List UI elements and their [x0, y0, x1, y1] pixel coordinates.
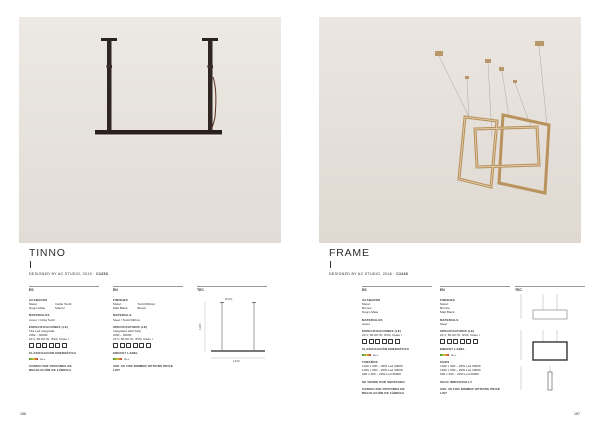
ce-icon	[126, 343, 131, 348]
ip20-icon	[362, 339, 367, 344]
dimmable-icon	[369, 339, 374, 344]
materials-value: Acero / Cinta Textil	[29, 317, 55, 322]
size-line: 1400 x 600 – 26W Led 3000K	[362, 364, 403, 369]
finish-metal: Metal: Matt Black	[113, 302, 128, 311]
drawing-dim-top: Ø120	[225, 297, 233, 302]
materials-value: Acero	[362, 321, 371, 326]
sold-separately-note: SE VENDE POR SEPARADO	[362, 379, 405, 384]
sold-individually-note: SOLD INDIVIDUALLY	[440, 379, 473, 384]
column-rule	[113, 286, 183, 287]
product-code: C1246	[396, 272, 409, 276]
spec-line: 24 V, 50-60 Hz, IP20, Class I	[440, 332, 480, 337]
class-icon	[133, 343, 138, 348]
column-rule	[197, 286, 267, 287]
tinno-lamp-image	[19, 17, 281, 243]
ip20-icon	[29, 343, 34, 348]
spec-line: 20W – 3000K	[29, 332, 48, 337]
title-accent-bar	[330, 261, 331, 268]
spec-line: 24 V, 50-60 Hz, IP20, Class I	[113, 336, 153, 341]
column-lang-label: EN	[113, 288, 118, 293]
certification-icons	[440, 339, 510, 344]
regulation-note: CONSULTAR OPCIONES DE REGULACIÓN DE FÁBRICA	[362, 386, 405, 395]
size-line: 900 x 300 – 22W Led 3000K	[362, 372, 402, 377]
weee-icon	[62, 343, 67, 348]
drawing-dim-width: 1400	[233, 359, 240, 364]
column-rule	[440, 286, 510, 287]
finishes-heading: ACABADOS	[29, 298, 48, 303]
materials-heading: MATERIALES	[29, 313, 50, 318]
size-line: 1200 x 500 – 20W Led 3000K	[440, 368, 481, 373]
size-line: 1200 x 500 – 20W Led 3000K	[362, 368, 403, 373]
sizes-heading: TAMAÑOS	[362, 360, 378, 365]
energy-heading: CLASIFICACIÓN ENERGÉTICA	[362, 346, 410, 351]
weee-icon	[395, 339, 400, 344]
tinno-technical-drawing	[197, 292, 277, 372]
energy-scale-icon	[29, 358, 38, 360]
frame-technical-drawings	[515, 292, 585, 392]
column-rule	[29, 286, 99, 287]
spec-line: 24 V, 50-60 Hz, IP20, Clase I	[29, 336, 69, 341]
energy-scale-icon	[440, 354, 449, 356]
frame-lamp-image	[319, 17, 581, 243]
led-icon	[388, 339, 393, 344]
product-title: TINNO	[29, 247, 66, 259]
designed-by-line	[29, 272, 108, 276]
led-icon	[55, 343, 60, 348]
ce-icon	[42, 343, 47, 348]
size-line: 900 x 300 – 22W Led 3000K	[440, 372, 480, 377]
column-lang-label: TEC	[515, 288, 522, 293]
ip20-icon	[113, 343, 118, 348]
materials-value: Steel	[440, 321, 448, 326]
frame-product-photo	[319, 17, 581, 243]
spec-column-es	[29, 286, 99, 372]
product-title: FRAME	[329, 247, 370, 259]
finishes-heading: ACABADOS	[362, 298, 381, 303]
column-lang-label: TEC	[197, 288, 204, 293]
finishes-pair	[113, 302, 183, 310]
specs-heading: SPECIFICATIONS (LE)	[113, 324, 148, 329]
spec-column-es: ES ACABADOS Metal: Bronce Negro Mate MATERIALES Acero ESPECIFICACIONES (LE) 24 V, 50-60 Hz, IP20, Clase I CLASIFICACIÓN ENERGÉTICA A++ TAMAÑOS 1400 x 600 – 26W Led 3000K 1200 x 500 – 20W Led 3000K 900 x 300 – 22W Led 3000K SE VENDE POR SEPARADO CONSULTAR OPCIONES DE REGULACIÓN DE FÁBRICA	[362, 286, 432, 395]
spec-line: Tira Led Integrada	[29, 328, 55, 333]
designed-by-line	[329, 272, 408, 276]
materials-heading: MATERIALS	[113, 313, 132, 318]
class-icon	[460, 339, 465, 344]
certification-icons	[362, 339, 432, 344]
designed-by-text: DESIGNED BY AC STUDIO, 2018 ·	[329, 272, 397, 276]
product-code: C1253	[96, 272, 109, 276]
title-accent-bar	[30, 261, 31, 268]
column-lang-label: EN	[440, 288, 445, 293]
column-rule	[362, 286, 432, 287]
tech-drawing-column	[515, 286, 585, 392]
designed-by-text: DESIGNED BY AC STUDIO, 2019 ·	[29, 272, 97, 276]
materials-heading: MATERIALES	[362, 317, 383, 322]
energy-label: A++	[29, 357, 99, 361]
drawing-dim-height: 1100	[198, 323, 202, 331]
specs-heading: ESPECIFICACIONES (LE)	[362, 328, 402, 333]
finish-cable: Cable Textil: Marrón	[55, 302, 72, 311]
dimmer-note: ASK US FOR DIMMER OPTIONS PRICE LIST	[440, 386, 501, 395]
energy-heading: ENERGY LABEL	[440, 346, 465, 351]
energy-scale-icon	[362, 354, 371, 356]
specs-heading: ESPECIFICACIONES (LE)	[29, 324, 69, 329]
page-number: 157	[574, 412, 580, 416]
column-lang-label: ES	[362, 288, 367, 293]
tech-drawing-column	[197, 286, 277, 372]
finishes-heading: FINISHES	[440, 298, 455, 303]
class-icon	[382, 339, 387, 344]
sizes-heading: SIZES	[440, 360, 450, 365]
spec-column-en	[113, 286, 183, 372]
dimmable-icon	[447, 339, 452, 344]
materials-value: Steel / Textil Ribbon	[113, 317, 141, 322]
column-rule	[515, 286, 585, 287]
tinno-product-photo	[19, 17, 281, 243]
ce-icon	[375, 339, 380, 344]
specs-heading: SPECIFICATIONS (LE)	[440, 328, 475, 333]
led-icon	[139, 343, 144, 348]
ip20-icon	[440, 339, 445, 344]
dimmable-icon	[120, 343, 125, 348]
energy-scale-icon	[113, 358, 122, 360]
spec-line: Integrated LED Strip	[113, 328, 142, 333]
finishes-pair	[29, 302, 99, 310]
materials-heading: MATERIALS	[440, 317, 459, 322]
finish-metal: Metal: Negro Mate	[29, 302, 46, 311]
spec-line: 24 V, 50-60 Hz, IP20, Clase I	[362, 332, 402, 337]
weee-icon	[473, 339, 478, 344]
certification-icons	[29, 343, 99, 348]
size-line: 1400 x 600 – 26W Led 3000K	[440, 364, 481, 369]
energy-heading: CLASIFICACIÓN ENERGÉTICA	[29, 351, 77, 356]
spec-column-en: EN FINISHES Metal: Bronze Matt Black MATERIALS Steel SPECIFICATIONS (LE) 24 V, 50-60 Hz, IP20, Class I ENERGY LABEL A++ SIZES 1400 x 600 – 26W Led 3000K 1200 x 500 – 20W Led 3000K 900 x 300 – 22W Led 3000K SOLD INDIVIDUALLY ASK US FOR DIMMER OPTIONS PRICE LIST	[440, 286, 510, 395]
class-icon	[49, 343, 54, 348]
finish-ribbon: Textil Ribbon: Brown	[137, 302, 157, 311]
energy-label: A++	[440, 353, 510, 357]
energy-label: A++	[362, 353, 432, 357]
ce-icon	[453, 339, 458, 344]
column-lang-label: ES	[29, 288, 34, 293]
led-icon	[466, 339, 471, 344]
page-right	[300, 0, 600, 426]
weee-icon	[146, 343, 151, 348]
certification-icons	[113, 343, 183, 348]
spec-line: 20W – 3000K	[113, 332, 132, 337]
dimmer-note: ASK US FOR DIMMER OPTIONS PRICE LIST	[113, 364, 174, 373]
regulation-note: CONSULTAR OPCIONES DE REGULACIÓN DE FÁBRICA	[29, 364, 72, 373]
energy-label: A++	[113, 357, 183, 361]
page-number: 156	[20, 412, 26, 416]
dimmable-icon	[36, 343, 41, 348]
energy-heading: ENERGY LABEL	[113, 351, 138, 356]
finishes-heading: FINISHES	[113, 298, 128, 303]
